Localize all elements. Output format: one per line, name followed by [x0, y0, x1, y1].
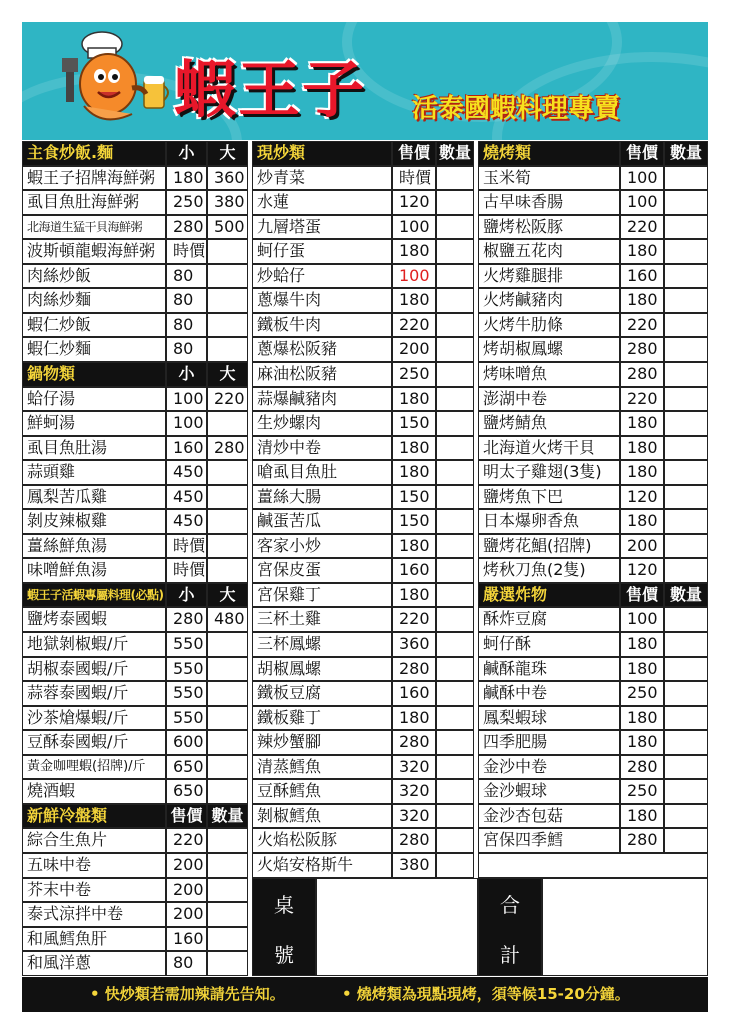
shrimp-item-large [207, 632, 248, 657]
bbq-item-price: 280 [620, 337, 664, 362]
cold-item-price: 200 [166, 902, 207, 927]
hotpot-item-small: 450 [166, 509, 207, 534]
stirfry-item-qty [436, 239, 474, 264]
hotpot-item-small: 450 [166, 485, 207, 509]
bbq-item-price: 180 [620, 460, 664, 485]
shrimp-item-large [207, 730, 248, 755]
stirfry-item-price: 280 [392, 828, 436, 853]
staple-item-name: 蝦王子招牌海鮮粥 [22, 166, 166, 190]
bbq-item-qty [664, 509, 708, 534]
stirfry-item-name: 水蓮 [252, 190, 392, 215]
section-cold: 新鮮冷盤類 [22, 804, 166, 828]
hotpot-item-small: 時價 [166, 534, 207, 558]
bbq-item-qty [664, 558, 708, 583]
staple-item-name: 蝦仁炒麵 [22, 337, 166, 362]
fried-item-name: 金沙中卷 [478, 755, 620, 779]
stirfry-item-qty [436, 190, 474, 215]
shrimp-item-large [207, 657, 248, 681]
fried-item-price: 180 [620, 730, 664, 755]
hotpot-item-name: 蒜頭雞 [22, 460, 166, 485]
bbq-item-name: 火烤鹹豬肉 [478, 288, 620, 313]
stirfry-item-qty [436, 215, 474, 239]
fried-item-name: 鹹酥中卷 [478, 681, 620, 706]
stirfry-item-qty [436, 313, 474, 337]
shrimp-item-small: 550 [166, 681, 207, 706]
bbq-item-price: 180 [620, 509, 664, 534]
bbq-item-name: 鹽烤鯖魚 [478, 411, 620, 436]
shrimp-item-large: 480 [207, 607, 248, 632]
shrimp-item-large [207, 755, 248, 779]
shrimp-item-small: 280 [166, 607, 207, 632]
stirfry-item-price: 250 [392, 362, 436, 387]
stirfry-item-qty [436, 804, 474, 828]
stirfry-item-name: 九層塔蛋 [252, 215, 392, 239]
shrimp-item-large [207, 779, 248, 804]
cold-item-name: 泰式涼拌中卷 [22, 902, 166, 927]
shrimp-item-small: 550 [166, 632, 207, 657]
stirfry-item-name: 宮保皮蛋 [252, 558, 392, 583]
stirfry-item-name: 薑絲大腸 [252, 485, 392, 509]
footer-notes [22, 977, 708, 1012]
bbq-item-name: 烤胡椒鳳螺 [478, 337, 620, 362]
stirfry-item-price: 180 [392, 534, 436, 558]
bbq-item-name: 日本爆卵香魚 [478, 509, 620, 534]
stirfry-item-qty [436, 166, 474, 190]
cold-item-qty [207, 828, 248, 853]
staple-item-name: 北海道生猛干貝海鮮粥 [22, 215, 166, 239]
total-char: 計 [500, 943, 520, 967]
stirfry-item-name: 麻油松阪豬 [252, 362, 392, 387]
stirfry-item-name: 火焰安格斯牛 [252, 853, 392, 878]
cold-item-price: 220 [166, 828, 207, 853]
label-small: 小 [166, 362, 207, 387]
stirfry-item-price: 160 [392, 558, 436, 583]
bbq-item-price: 220 [620, 387, 664, 411]
fried-item-qty [664, 632, 708, 657]
restaurant-title: 蝦王子 [174, 53, 367, 126]
bbq-item-price: 100 [620, 166, 664, 190]
staple-item-small: 80 [166, 313, 207, 337]
footer-note-spicy: • 快炒類若需加辣請先告知。 [90, 985, 285, 1003]
bbq-item-price: 220 [620, 313, 664, 337]
label-price: 售價 [620, 583, 664, 607]
cold-item-qty [207, 878, 248, 902]
hotpot-item-small: 450 [166, 460, 207, 485]
table-number-char: 桌 [274, 893, 294, 917]
shrimp-item-name: 黃金咖哩蝦(招牌)/斤 [22, 755, 166, 779]
stirfry-item-name: 蔥爆松阪豬 [252, 337, 392, 362]
fried-item-price: 180 [620, 706, 664, 730]
stirfry-item-price: 320 [392, 755, 436, 779]
shrimp-item-name: 地獄剝椒蝦/斤 [22, 632, 166, 657]
stirfry-item-qty [436, 337, 474, 362]
stirfry-item-name: 客家小炒 [252, 534, 392, 558]
staple-item-large [207, 313, 248, 337]
bbq-item-name: 火烤牛肋條 [478, 313, 620, 337]
hotpot-item-large: 280 [207, 436, 248, 460]
cold-item-qty [207, 951, 248, 976]
bbq-item-name: 烤秋刀魚(2隻) [478, 558, 620, 583]
shrimp-item-name: 豆酥泰國蝦/斤 [22, 730, 166, 755]
hotpot-item-large [207, 411, 248, 436]
fried-item-price: 280 [620, 828, 664, 853]
staple-item-small: 時價 [166, 239, 207, 264]
hotpot-item-large: 220 [207, 387, 248, 411]
bbq-item-price: 180 [620, 239, 664, 264]
stirfry-item-price: 160 [392, 681, 436, 706]
bbq-item-qty [664, 264, 708, 288]
bbq-item-qty [664, 313, 708, 337]
fried-item-price: 280 [620, 755, 664, 779]
hotpot-item-name: 鳳梨苦瓜雞 [22, 485, 166, 509]
bbq-item-qty [664, 337, 708, 362]
footer-note-bbq: • 燒烤類為現點現烤，須等候15-20分鐘。 [342, 985, 630, 1003]
stirfry-item-name: 鐵板雞丁 [252, 706, 392, 730]
bbq-item-qty [664, 411, 708, 436]
stirfry-item-qty [436, 411, 474, 436]
stirfry-item-name: 鹹蛋苦瓜 [252, 509, 392, 534]
stirfry-item-qty [436, 436, 474, 460]
stirfry-item-price: 320 [392, 804, 436, 828]
bbq-item-qty [664, 190, 708, 215]
stirfry-item-price: 280 [392, 730, 436, 755]
stirfry-item-price: 100 [392, 264, 436, 288]
label-qty: 數量 [207, 804, 248, 828]
fried-item-name: 金沙蝦球 [478, 779, 620, 804]
label-small: 小 [166, 141, 207, 166]
cold-item-name: 芥末中卷 [22, 878, 166, 902]
hotpot-item-large [207, 485, 248, 509]
cold-item-price: 200 [166, 878, 207, 902]
bbq-item-qty [664, 166, 708, 190]
stirfry-item-qty [436, 657, 474, 681]
stirfry-item-qty [436, 264, 474, 288]
stirfry-item-qty [436, 460, 474, 485]
fried-item-name: 宮保四季鱈 [478, 828, 620, 853]
staple-item-name: 蝦仁炒飯 [22, 313, 166, 337]
stirfry-item-price: 180 [392, 706, 436, 730]
stirfry-item-price: 150 [392, 485, 436, 509]
section-staple: 主食炒飯.麵 [22, 141, 166, 166]
total-label [478, 878, 542, 976]
hotpot-item-large [207, 558, 248, 583]
stirfry-item-name: 炒青菜 [252, 166, 392, 190]
stirfry-item-name: 清炒中卷 [252, 436, 392, 460]
cold-item-name: 和風洋蔥 [22, 951, 166, 976]
bbq-item-price: 180 [620, 411, 664, 436]
stirfry-item-qty [436, 853, 474, 878]
bbq-item-price: 120 [620, 485, 664, 509]
stirfry-item-name: 三杯鳳螺 [252, 632, 392, 657]
label-large: 大 [207, 141, 248, 166]
cold-item-price: 160 [166, 927, 207, 951]
stirfry-item-name: 火焰松阪豚 [252, 828, 392, 853]
bbq-item-qty [664, 239, 708, 264]
stirfry-item-qty [436, 779, 474, 804]
fried-item-qty [664, 657, 708, 681]
shrimp-item-name: 鹽烤泰國蝦 [22, 607, 166, 632]
stirfry-item-price: 220 [392, 313, 436, 337]
bbq-item-price: 180 [620, 436, 664, 460]
hotpot-item-large [207, 509, 248, 534]
staple-item-large: 360 [207, 166, 248, 190]
stirfry-item-qty [436, 362, 474, 387]
shrimp-item-small: 550 [166, 706, 207, 730]
section-stirfry: 現炒類 [252, 141, 392, 166]
stirfry-item-name: 生炒螺肉 [252, 411, 392, 436]
stirfry-item-qty [436, 607, 474, 632]
fried-item-qty [664, 681, 708, 706]
stirfry-item-qty [436, 534, 474, 558]
section-fried: 嚴選炸物 [478, 583, 620, 607]
hotpot-item-name: 剝皮辣椒雞 [22, 509, 166, 534]
cold-item-qty [207, 902, 248, 927]
bbq-item-name: 北海道火烤干貝 [478, 436, 620, 460]
staple-item-large: 380 [207, 190, 248, 215]
table-number-label [252, 878, 316, 976]
menu-sheet [22, 22, 708, 1012]
hotpot-item-small: 100 [166, 411, 207, 436]
label-price: 售價 [620, 141, 664, 166]
bbq-item-price: 120 [620, 558, 664, 583]
total-char: 合 [500, 893, 520, 917]
bbq-item-price: 180 [620, 288, 664, 313]
fried-item-price: 180 [620, 657, 664, 681]
staple-item-large: 500 [207, 215, 248, 239]
stirfry-item-price: 180 [392, 288, 436, 313]
label-qty: 數量 [664, 583, 708, 607]
label-qty: 數量 [664, 141, 708, 166]
empty-row [478, 853, 708, 878]
shrimp-item-large [207, 706, 248, 730]
fried-item-name: 鳳梨蝦球 [478, 706, 620, 730]
staple-item-small: 80 [166, 337, 207, 362]
stirfry-item-price: 180 [392, 436, 436, 460]
stirfry-item-qty [436, 632, 474, 657]
fried-item-qty [664, 706, 708, 730]
shrimp-item-large [207, 681, 248, 706]
shrimp-item-name: 蒜蓉泰國蝦/斤 [22, 681, 166, 706]
fried-item-name: 金沙杏包菇 [478, 804, 620, 828]
stirfry-item-price: 150 [392, 411, 436, 436]
fried-item-price: 100 [620, 607, 664, 632]
cold-item-name: 五味中卷 [22, 853, 166, 878]
shrimp-item-name: 沙茶熗爆蝦/斤 [22, 706, 166, 730]
stirfry-item-price: 180 [392, 387, 436, 411]
stirfry-item-name: 胡椒鳳螺 [252, 657, 392, 681]
staple-item-name: 波斯頓龍蝦海鮮粥 [22, 239, 166, 264]
hotpot-item-small: 時價 [166, 558, 207, 583]
cold-item-price: 80 [166, 951, 207, 976]
fried-item-qty [664, 607, 708, 632]
fried-item-qty [664, 779, 708, 804]
label-small: 小 [166, 583, 207, 607]
stirfry-item-qty [436, 485, 474, 509]
bbq-item-name: 烤味噌魚 [478, 362, 620, 387]
label-qty: 數量 [436, 141, 474, 166]
menu-header [22, 22, 708, 140]
stirfry-item-price: 360 [392, 632, 436, 657]
section-hotpot: 鍋物類 [22, 362, 166, 387]
cold-item-qty [207, 853, 248, 878]
bbq-item-qty [664, 485, 708, 509]
bbq-item-name: 古早味香腸 [478, 190, 620, 215]
fried-item-name: 酥炸豆腐 [478, 607, 620, 632]
stirfry-item-name: 鐵板豆腐 [252, 681, 392, 706]
bbq-item-qty [664, 436, 708, 460]
stirfry-item-price: 時價 [392, 166, 436, 190]
stirfry-item-qty [436, 755, 474, 779]
shrimp-item-small: 650 [166, 779, 207, 804]
hotpot-item-name: 鮮蚵湯 [22, 411, 166, 436]
stirfry-item-price: 280 [392, 657, 436, 681]
bbq-item-price: 100 [620, 190, 664, 215]
fried-item-price: 180 [620, 632, 664, 657]
stirfry-item-name: 剝椒鱈魚 [252, 804, 392, 828]
section-shrimp: 蝦王子活蝦專屬料理(必點) [22, 583, 166, 607]
label-large: 大 [207, 583, 248, 607]
stirfry-item-price: 180 [392, 583, 436, 607]
bbq-item-price: 200 [620, 534, 664, 558]
fried-item-qty [664, 755, 708, 779]
stirfry-item-qty [436, 681, 474, 706]
stirfry-item-name: 炒蛤仔 [252, 264, 392, 288]
hotpot-item-large [207, 460, 248, 485]
staple-item-small: 250 [166, 190, 207, 215]
staple-item-large [207, 264, 248, 288]
staple-item-name: 肉絲炒麵 [22, 288, 166, 313]
staple-item-small: 280 [166, 215, 207, 239]
bbq-item-name: 玉米筍 [478, 166, 620, 190]
shrimp-chef-mascot-icon [62, 28, 174, 136]
stirfry-item-price: 380 [392, 853, 436, 878]
stirfry-item-qty [436, 583, 474, 607]
bbq-item-qty [664, 362, 708, 387]
label-price: 售價 [166, 804, 207, 828]
bbq-item-qty [664, 460, 708, 485]
hotpot-item-small: 160 [166, 436, 207, 460]
bbq-item-qty [664, 288, 708, 313]
cold-item-name: 綜合生魚片 [22, 828, 166, 853]
stirfry-item-name: 清蒸鱈魚 [252, 755, 392, 779]
staple-item-small: 180 [166, 166, 207, 190]
bbq-item-qty [664, 215, 708, 239]
bbq-item-price: 280 [620, 362, 664, 387]
stirfry-item-qty [436, 730, 474, 755]
bbq-item-qty [664, 534, 708, 558]
stirfry-item-price: 120 [392, 190, 436, 215]
bbq-item-name: 火烤雞腿排 [478, 264, 620, 288]
fried-item-qty [664, 804, 708, 828]
hotpot-item-name: 蛤仔湯 [22, 387, 166, 411]
shrimp-item-name: 燒酒蝦 [22, 779, 166, 804]
stirfry-item-price: 100 [392, 215, 436, 239]
stirfry-item-name: 鐵板牛肉 [252, 313, 392, 337]
bbq-item-price: 160 [620, 264, 664, 288]
stirfry-item-qty [436, 288, 474, 313]
bbq-item-qty [664, 387, 708, 411]
fried-item-qty [664, 730, 708, 755]
hotpot-item-name: 味噌鮮魚湯 [22, 558, 166, 583]
section-bbq: 燒烤類 [478, 141, 620, 166]
stirfry-item-name: 蔥爆牛肉 [252, 288, 392, 313]
bbq-item-name: 明太子雞翅(3隻) [478, 460, 620, 485]
stirfry-item-name: 嗆虱目魚肚 [252, 460, 392, 485]
stirfry-item-price: 180 [392, 460, 436, 485]
shrimp-item-small: 550 [166, 657, 207, 681]
staple-item-small: 80 [166, 288, 207, 313]
fried-item-name: 四季肥腸 [478, 730, 620, 755]
stirfry-item-qty [436, 828, 474, 853]
stirfry-item-qty [436, 558, 474, 583]
fried-item-name: 鹹酥龍珠 [478, 657, 620, 681]
stirfry-item-price: 150 [392, 509, 436, 534]
stirfry-item-price: 200 [392, 337, 436, 362]
stirfry-item-qty [436, 509, 474, 534]
staple-item-large [207, 288, 248, 313]
staple-item-large [207, 239, 248, 264]
stirfry-item-name: 蒜爆鹹豬肉 [252, 387, 392, 411]
fried-item-price: 250 [620, 681, 664, 706]
stirfry-item-name: 辣炒蟹腳 [252, 730, 392, 755]
stirfry-item-qty [436, 387, 474, 411]
shrimp-item-small: 600 [166, 730, 207, 755]
label-price: 售價 [392, 141, 436, 166]
shrimp-item-name: 胡椒泰國蝦/斤 [22, 657, 166, 681]
hotpot-item-large [207, 534, 248, 558]
bbq-item-name: 鹽烤花鯧(招牌) [478, 534, 620, 558]
total-field[interactable] [542, 878, 708, 976]
shrimp-item-small: 650 [166, 755, 207, 779]
table-number-char: 號 [274, 943, 294, 967]
bbq-item-name: 鹽烤魚下巴 [478, 485, 620, 509]
stirfry-item-name: 宮保雞丁 [252, 583, 392, 607]
stirfry-item-price: 320 [392, 779, 436, 804]
fried-item-price: 250 [620, 779, 664, 804]
fried-item-price: 180 [620, 804, 664, 828]
cold-item-name: 和風鱈魚肝 [22, 927, 166, 951]
staple-item-name: 肉絲炒飯 [22, 264, 166, 288]
restaurant-subtitle: 活泰國蝦料理專賣 [412, 94, 621, 124]
stirfry-item-name: 豆酥鱈魚 [252, 779, 392, 804]
staple-item-large [207, 337, 248, 362]
stirfry-item-name: 蚵仔蛋 [252, 239, 392, 264]
staple-item-small: 80 [166, 264, 207, 288]
stirfry-item-price: 220 [392, 607, 436, 632]
hotpot-item-name: 虱目魚肚湯 [22, 436, 166, 460]
fried-item-name: 蚵仔酥 [478, 632, 620, 657]
stirfry-item-name: 三杯土雞 [252, 607, 392, 632]
table-number-field[interactable] [316, 878, 478, 976]
cold-item-qty [207, 927, 248, 951]
stirfry-item-qty [436, 706, 474, 730]
stirfry-item-price: 180 [392, 239, 436, 264]
fried-item-qty [664, 828, 708, 853]
bbq-item-name: 椒鹽五花肉 [478, 239, 620, 264]
bbq-item-name: 澎湖中卷 [478, 387, 620, 411]
staple-item-name: 虱目魚肚海鮮粥 [22, 190, 166, 215]
hotpot-item-small: 100 [166, 387, 207, 411]
bbq-item-name: 鹽烤松阪豚 [478, 215, 620, 239]
label-large: 大 [207, 362, 248, 387]
cold-item-price: 200 [166, 853, 207, 878]
hotpot-item-name: 薑絲鮮魚湯 [22, 534, 166, 558]
bbq-item-price: 220 [620, 215, 664, 239]
